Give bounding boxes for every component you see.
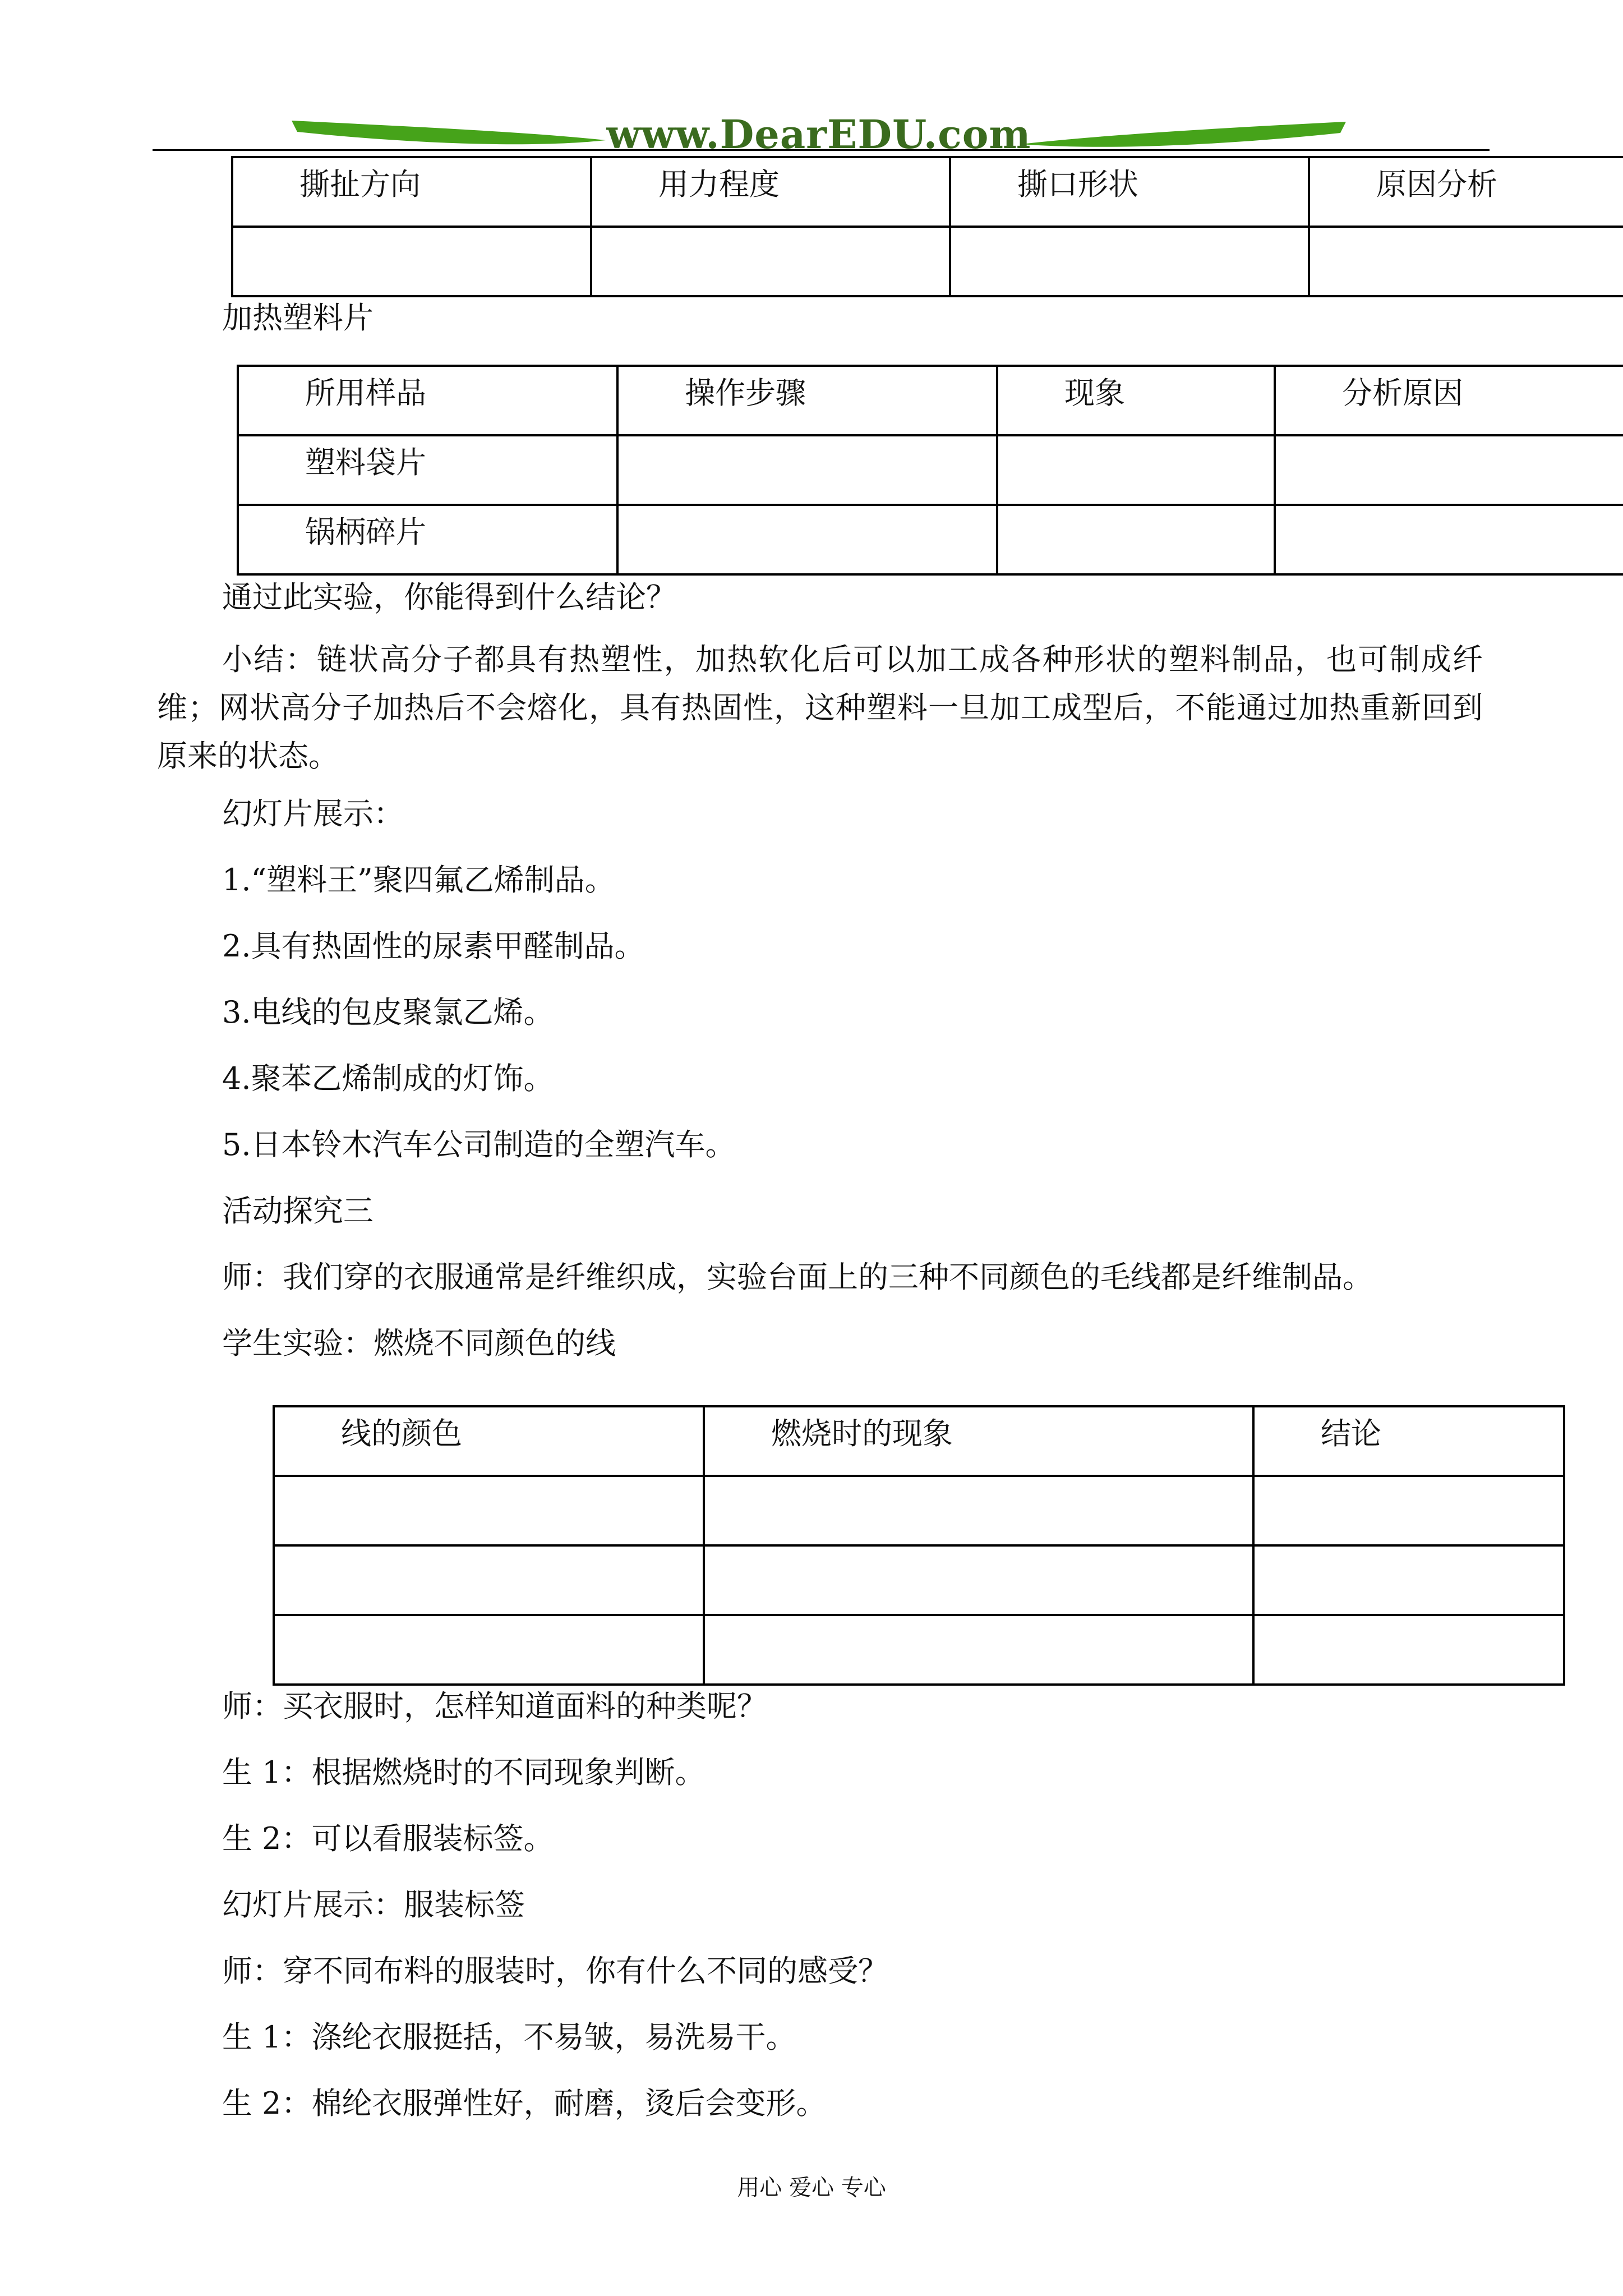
table-header-cell: 所用样品	[305, 375, 426, 411]
table-header-cell: 线的颜色	[341, 1416, 462, 1451]
heat-plastic-table	[237, 365, 1623, 576]
table-header-cell: 结论	[1321, 1416, 1381, 1451]
table-header-cell: 燃烧时的现象	[771, 1416, 953, 1451]
table-header-cell: 操作步骤	[685, 375, 806, 411]
table-cell	[274, 1545, 704, 1615]
table-cell	[617, 505, 997, 574]
table-header-row	[238, 366, 1623, 435]
slides-heading: 幻灯片展示：	[222, 796, 404, 831]
table-cell	[1275, 505, 1623, 574]
table-cell	[1253, 1476, 1564, 1545]
table-cell	[1309, 227, 1623, 296]
dialogue-line: 师：穿不同布料的服装时，你有什么不同的感受？	[222, 1953, 888, 1989]
dialogue-line: 师：买衣服时，怎样知道面料的种类呢？	[222, 1688, 767, 1724]
table-cell	[997, 435, 1275, 505]
page-footer: 用心 爱心 专心	[737, 2175, 886, 2201]
table-header-cell: 现象	[1064, 375, 1125, 411]
table-header-cell: 分析原因	[1342, 375, 1463, 411]
header-rule	[153, 149, 1490, 151]
table-cell: 塑料袋片	[305, 445, 426, 480]
question-text: 通过此实验，你能得到什么结论？	[222, 579, 676, 615]
slide-list-item: 5.日本铃木汽车公司制造的全塑汽车。	[222, 1127, 736, 1162]
table-header-row	[274, 1406, 1564, 1476]
table-header-cell: 用力程度	[658, 167, 780, 202]
table-row	[274, 1615, 1564, 1685]
dialogue-line: 生 2：棉纶衣服弹性好，耐磨，烫后会变形。	[222, 2086, 827, 2121]
table-header-row	[232, 157, 1623, 227]
table-row	[274, 1476, 1564, 1545]
table-cell: 锅柄碎片	[305, 514, 426, 550]
table-cell	[997, 505, 1275, 574]
table-cell	[617, 435, 997, 505]
table-header-cell: 撕口形状	[1017, 167, 1138, 202]
site-logo-text: www.DearEDU.com	[606, 111, 1031, 158]
table-cell	[591, 227, 950, 296]
table-cell	[232, 227, 591, 296]
table-header-cell: 撕扯方向	[299, 167, 421, 202]
table-cell	[704, 1615, 1253, 1685]
dialogue-line: 生 1：涤纶衣服挺括，不易皱，易洗易干。	[222, 2019, 796, 2055]
slide-list-item: 3.电线的包皮聚氯乙烯。	[222, 995, 554, 1030]
slide-list-item: 2.具有热固性的尿素甲醛制品。	[222, 928, 645, 964]
dialogue-line: 幻灯片展示：服装标签	[222, 1887, 525, 1922]
burn-thread-table	[273, 1405, 1565, 1686]
dialogue-line: 生 2：可以看服装标签。	[222, 1821, 554, 1856]
table-row	[232, 227, 1623, 296]
table-cell	[274, 1615, 704, 1685]
table-cell	[274, 1476, 704, 1545]
dialogue-line: 师：我们穿的衣服通常是纤维织成，实验台面上的三种不同颜色的毛线都是纤维制品。	[222, 1259, 1373, 1295]
table-cell	[1275, 435, 1623, 505]
experiment-heading: 学生实验：燃烧不同颜色的线	[222, 1326, 616, 1361]
slide-list-item: 1.“塑料王”聚四氟乙烯制品。	[222, 862, 615, 898]
table-row	[238, 505, 1623, 574]
section-heading: 活动探究三	[222, 1193, 374, 1228]
table-row	[274, 1545, 1564, 1615]
summary-paragraph: 小结：链状高分子都具有热塑性，加热软化后可以加工成各种形状的塑料制品，也可制成纤维；网状高分子加热后不会熔化，具有热固性，这种塑料一旦加工成型后，不能通过加热重新回到原来的状态。	[157, 642, 1483, 774]
table-cell	[704, 1476, 1253, 1545]
table-cell	[950, 227, 1309, 296]
table-cell	[704, 1545, 1253, 1615]
table-cell	[1253, 1545, 1564, 1615]
table-row	[238, 435, 1623, 505]
section-heading: 加热塑料片	[222, 300, 374, 335]
tear-test-table	[231, 156, 1623, 297]
slide-list-item: 4.聚苯乙烯制成的灯饰。	[222, 1061, 554, 1096]
table-header-cell: 原因分析	[1376, 167, 1497, 202]
dialogue-line: 生 1：根据燃烧时的不同现象判断。	[222, 1755, 706, 1790]
header-banner	[292, 109, 1346, 160]
table-cell	[1253, 1615, 1564, 1685]
